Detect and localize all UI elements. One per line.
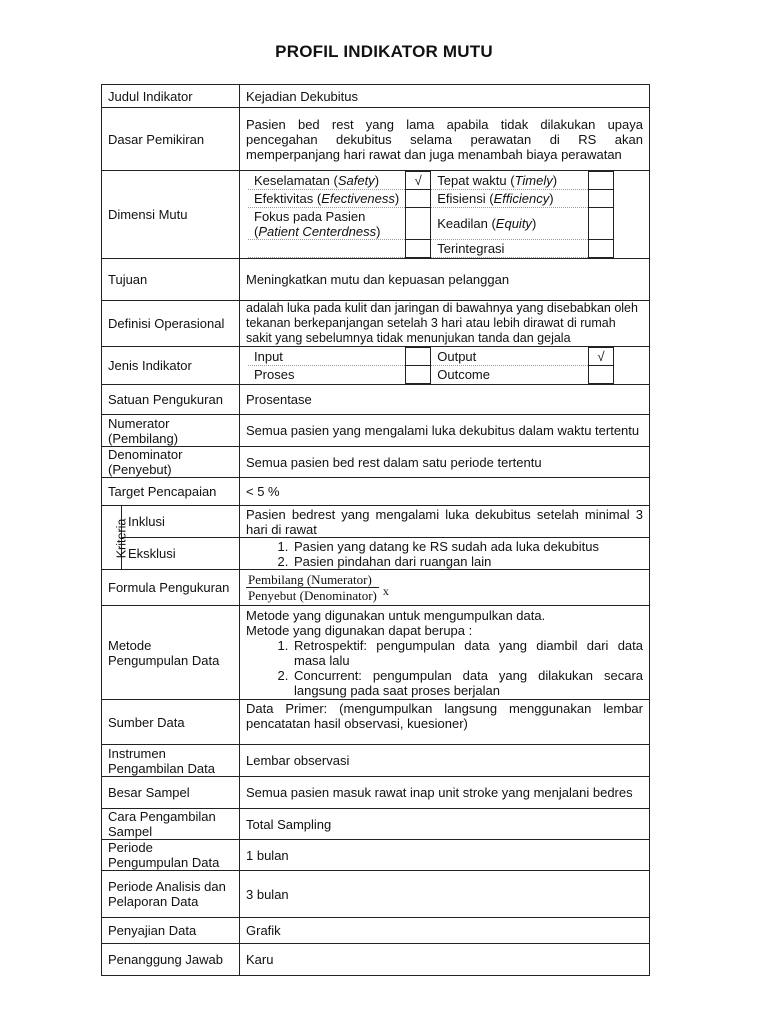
row-instrumen <box>102 745 650 777</box>
row-inklusi <box>102 506 650 538</box>
dimensi-efektivitas: Efektivitas (Efectiveness) <box>254 191 400 206</box>
value-instrumen: Lembar observasi <box>240 745 650 777</box>
checkbox-terintegrasi <box>589 240 614 258</box>
row-numerator <box>102 415 650 447</box>
formula-numerator: Pembilang (Numerator) <box>246 572 379 588</box>
value-penanggung: Karu <box>240 944 650 976</box>
jenis-proses: Proses <box>254 367 295 383</box>
formula-fraction <box>246 572 389 603</box>
checkbox-proses <box>406 366 431 384</box>
label-numerator: Numerator (Pembilang) <box>102 415 240 447</box>
row-target <box>102 478 650 506</box>
label-penanggung: Penanggung Jawab <box>102 944 240 976</box>
value-target: < 5 % <box>240 478 650 506</box>
checkbox-efisiensi <box>589 190 614 208</box>
label-satuan: Satuan Pengukuran <box>102 385 240 415</box>
checkbox-fokus-pasien <box>406 208 431 240</box>
dimensi-empty <box>248 240 406 258</box>
value-inklusi: Pasien bedrest yang mengalami luka dekubitus setelah minimal 3 hari di rawat <box>240 506 650 538</box>
value-dasar: Pasien bed rest yang lama apabila tidak dilakukan upaya pencegahan dekubitus selama perawatan di RS akan memperpanjang hari rawat dan juga menambah biaya perawatan <box>240 108 650 171</box>
label-cara: Cara Pengambilan Sampel <box>102 809 240 840</box>
row-besar <box>102 777 650 809</box>
checkbox-empty <box>406 240 431 258</box>
label-kriteria: Kriteria <box>102 506 122 570</box>
jenis-input: Input <box>254 348 283 364</box>
jenis-output: Output <box>437 348 477 364</box>
value-denominator: Semua pasien bed rest dalam satu periode tertentu <box>240 447 650 478</box>
value-tujuan: Meningkatkan mutu dan kepuasan pelanggan <box>240 259 650 301</box>
value-eksklusi <box>240 538 650 570</box>
row-periode-analisis <box>102 871 650 918</box>
label-formula: Formula Pengukuran <box>102 570 240 606</box>
value-metode <box>240 606 650 700</box>
row-judul <box>102 85 650 108</box>
row-formula <box>102 570 650 606</box>
row-denominator <box>102 447 650 478</box>
value-periode-analisis: 3 bulan <box>240 871 650 918</box>
row-penyajian <box>102 918 650 944</box>
label-target: Target Pencapaian <box>102 478 240 506</box>
checkbox-outcome <box>589 366 614 384</box>
row-dimensi <box>102 171 650 259</box>
value-sumber: Data Primer: (mengumpulkan langsung menggunakan lembar pencatatan hasil observasi, kuesioner) <box>240 700 650 745</box>
dimensi-grid <box>248 171 614 258</box>
metode-line1: Metode yang digunakan untuk mengumpulkan data. <box>246 607 546 623</box>
value-definisi: adalah luka pada kulit dan jaringan di bawahnya yang disebabkan oleh tekanan berkepanjangan setelah 3 hari atau lebih dirawat di rumah sakit yang sebelumnya tidak menunjukan tanda dan gejala <box>240 301 650 347</box>
checkbox-efektivitas <box>406 190 431 208</box>
row-periode-kumpul <box>102 840 650 871</box>
label-sumber: Sumber Data <box>102 700 240 745</box>
label-denominator: Denominator (Penyebut) <box>102 447 240 478</box>
checkbox-keadilan <box>589 208 614 240</box>
value-besar: Semua pasien masuk rawat inap unit stroke yang menjalani bedres <box>240 777 650 809</box>
dimensi-terintegrasi: Terintegrasi <box>437 241 505 256</box>
label-inklusi: Inklusi <box>122 506 240 538</box>
label-definisi: Definisi Operasional <box>102 301 240 347</box>
label-eksklusi: Eksklusi <box>122 538 240 570</box>
checkbox-keselamatan: √ <box>406 172 431 190</box>
value-satuan: Prosentase <box>240 385 650 415</box>
dimensi-fokus-pasien: Fokus pada Pasien (Patient Centerdness) <box>254 208 381 239</box>
label-instrumen: Instrumen Pengambilan Data <box>102 745 240 777</box>
row-sumber <box>102 700 650 745</box>
label-dasar: Dasar Pemikiran <box>102 108 240 171</box>
jenis-outcome: Outcome <box>437 367 490 383</box>
row-metode <box>102 606 650 700</box>
dimensi-efisiensi: Efisiensi (Efficiency) <box>437 191 554 206</box>
metode-item: 1. Retrospektif: pengumpulan data yang diambil dari data masa lalu <box>292 638 643 668</box>
label-jenis: Jenis Indikator <box>102 347 240 385</box>
row-dasar <box>102 108 650 171</box>
label-besar: Besar Sampel <box>102 777 240 809</box>
checkbox-input <box>406 348 431 366</box>
checkbox-output: √ <box>589 348 614 366</box>
indicator-profile-table <box>101 84 650 976</box>
dimensi-tepat-waktu: Tepat waktu (Timely) <box>437 172 558 188</box>
formula-denominator: Penyebut (Denominator) <box>248 588 377 603</box>
formula-multiply: x <box>382 584 389 598</box>
value-formula <box>240 570 650 606</box>
value-jenis <box>240 347 650 385</box>
document-title: PROFIL INDIKATOR MUTU <box>275 42 493 61</box>
value-numerator: Semua pasien yang mengalami luka dekubitus dalam waktu tertentu <box>240 415 650 447</box>
row-tujuan <box>102 259 650 301</box>
label-dimensi: Dimensi Mutu <box>102 171 240 259</box>
eksklusi-item: 2. Pasien pindahan dari ruangan lain <box>292 554 643 569</box>
row-penanggung <box>102 944 650 976</box>
label-periode-analisis: Periode Analisis dan Pelaporan Data <box>102 871 240 918</box>
label-tujuan: Tujuan <box>102 259 240 301</box>
dimensi-keselamatan: Keselamatan (Safety) <box>254 172 380 188</box>
value-periode-kumpul: 1 bulan <box>240 840 650 871</box>
label-penyajian: Penyajian Data <box>102 918 240 944</box>
metode-line2: Metode yang digunakan dapat berupa : <box>246 622 473 638</box>
row-definisi <box>102 301 650 347</box>
dimensi-keadilan: Keadilan (Equity) <box>437 216 537 231</box>
checkbox-tepat-waktu <box>589 172 614 190</box>
row-cara <box>102 809 650 840</box>
row-satuan <box>102 385 650 415</box>
value-penyajian: Grafik <box>240 918 650 944</box>
label-metode: Metode Pengumpulan Data <box>102 606 240 700</box>
metode-item: 2. Concurrent: pengumpulan data yang dilakukan secara langsung pada saat proses berjalan <box>292 668 643 698</box>
value-judul: Kejadian Dekubitus <box>240 85 650 108</box>
label-periode-kumpul: Periode Pengumpulan Data <box>102 840 240 871</box>
row-jenis <box>102 347 650 385</box>
value-cara: Total Sampling <box>240 809 650 840</box>
jenis-grid <box>248 347 614 384</box>
value-dimensi <box>240 171 650 259</box>
row-eksklusi <box>102 538 650 570</box>
label-judul: Judul Indikator <box>102 85 240 108</box>
eksklusi-item: 1. Pasien yang datang ke RS sudah ada luka dekubitus <box>292 539 643 554</box>
